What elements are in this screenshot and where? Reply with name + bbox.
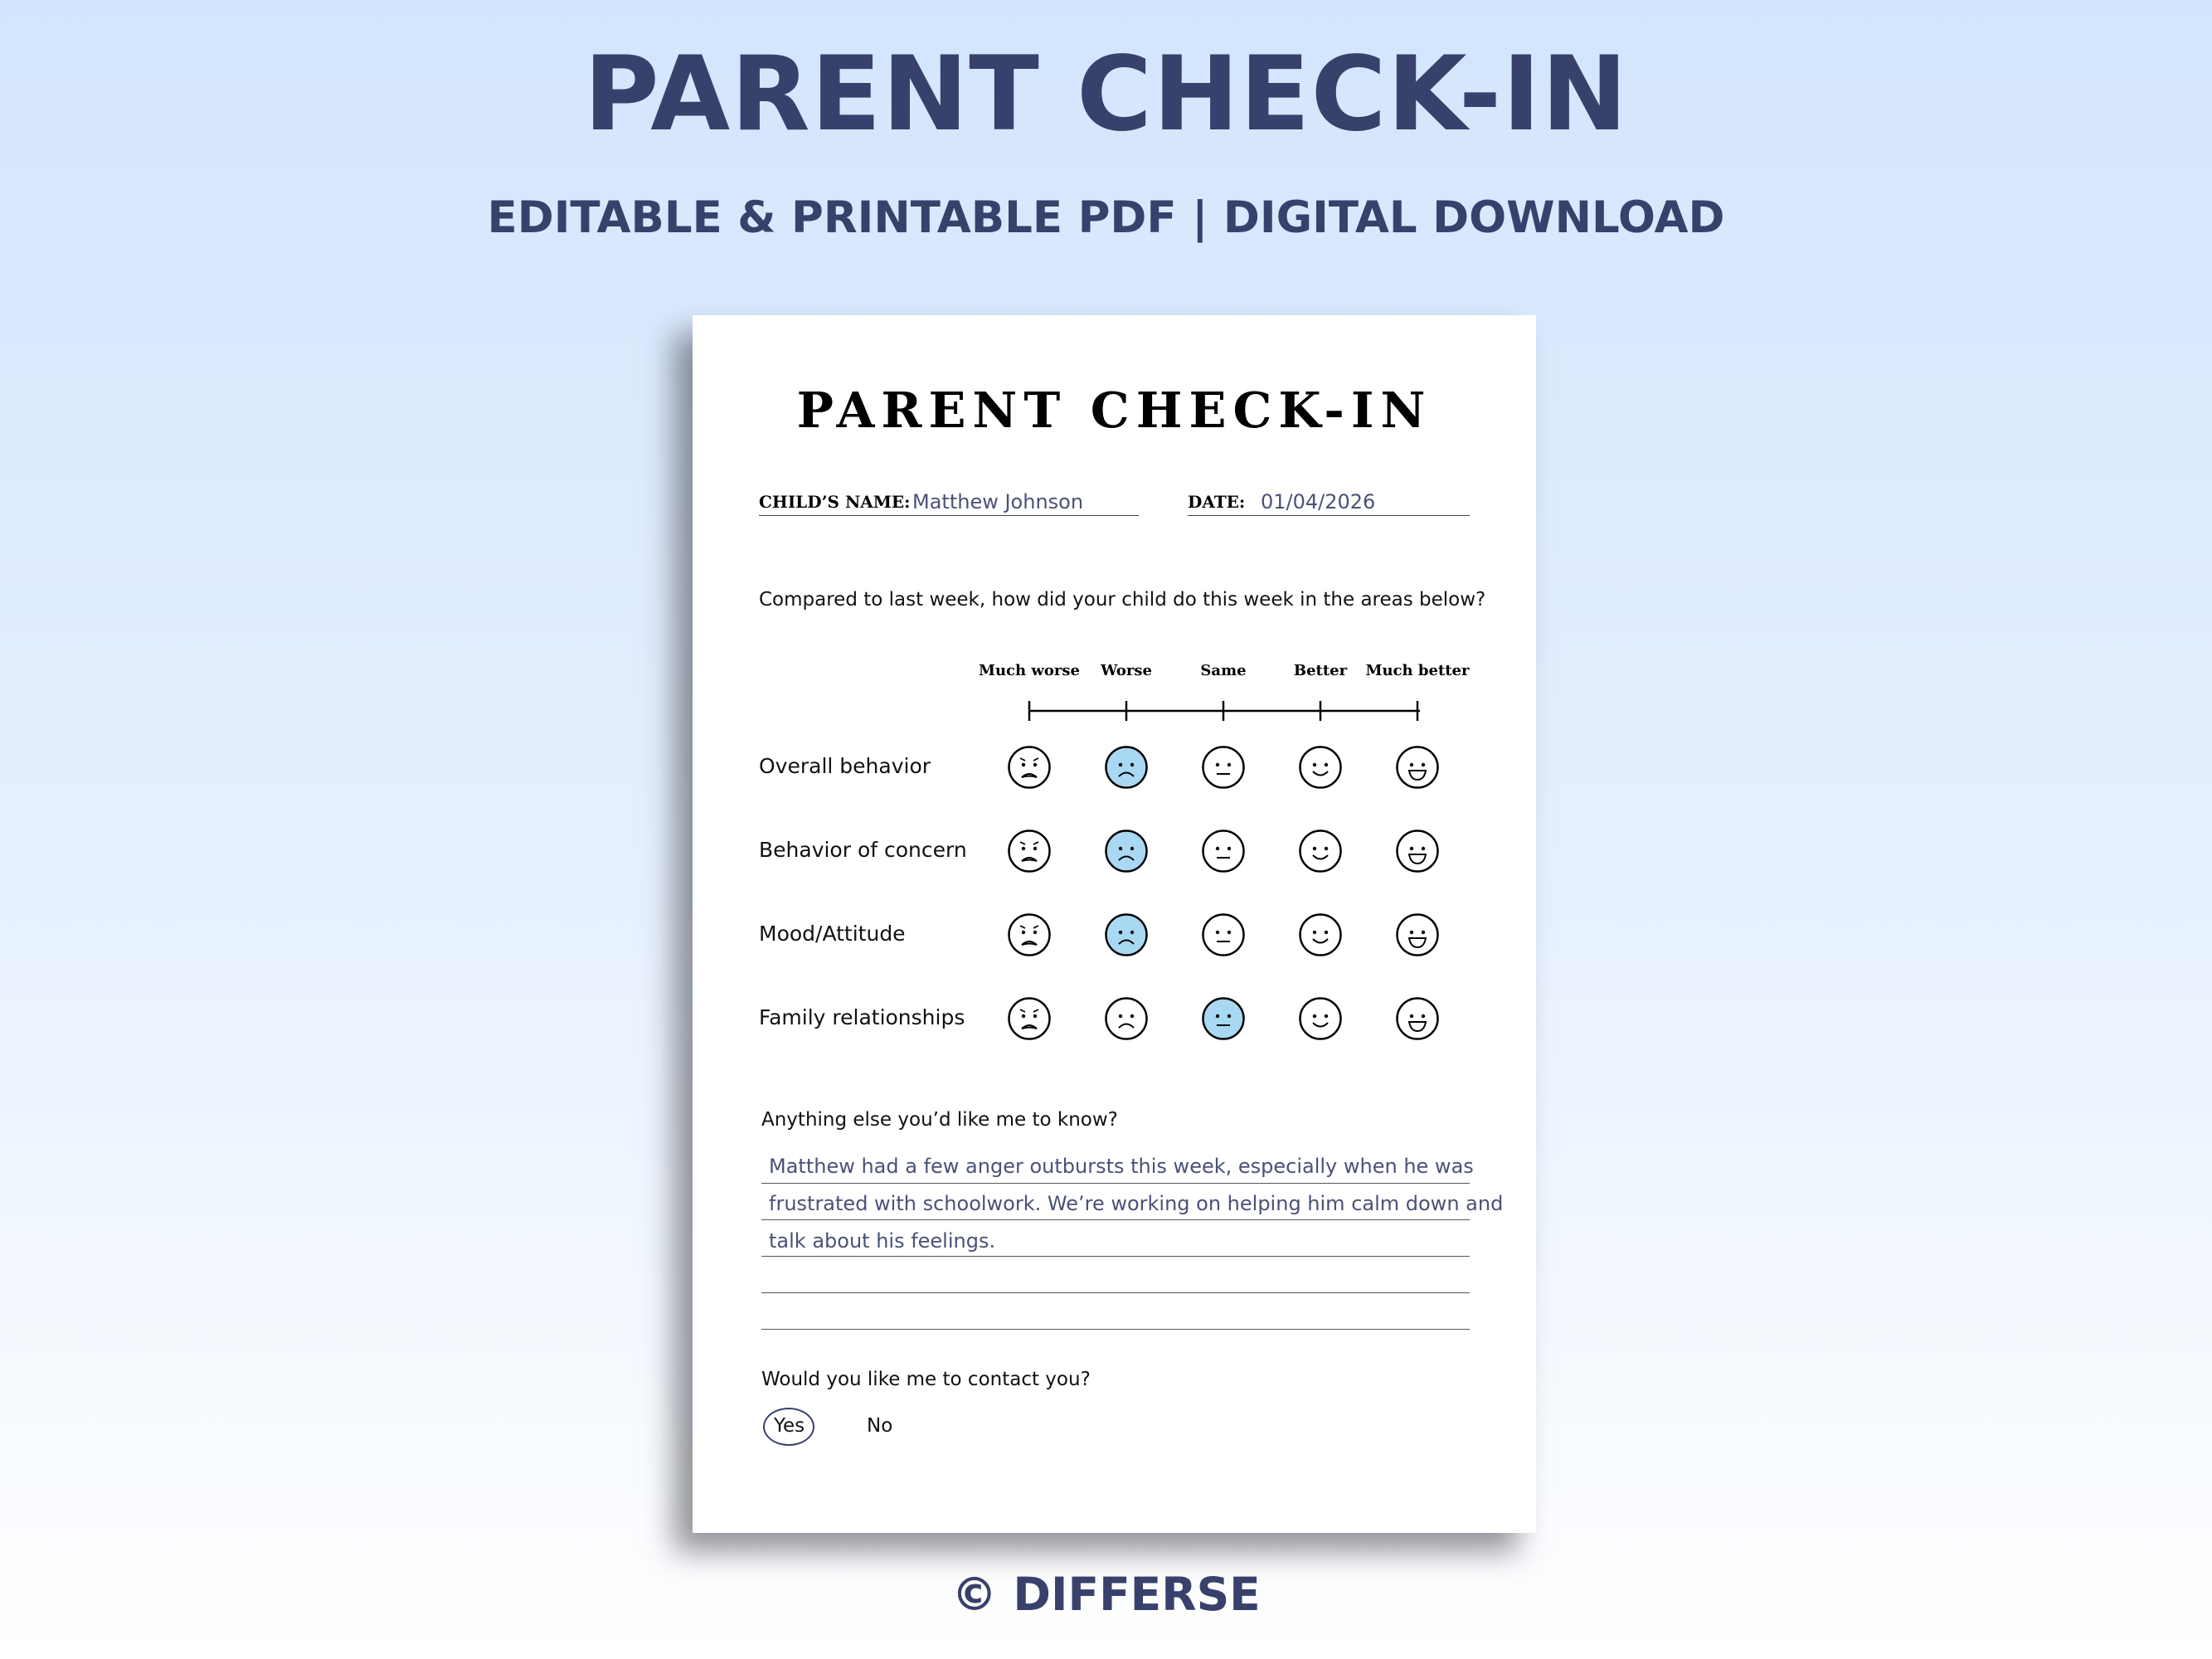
happy-face-icon[interactable] [1298,829,1343,873]
scale-label-much-worse: Much worse [979,662,1080,679]
very-sad-face-icon[interactable] [1007,912,1052,957]
happy-face-icon[interactable] [1298,745,1343,790]
date-underline [1188,515,1470,516]
sad-face-icon[interactable] [1104,829,1149,873]
notes-rule [761,1183,1470,1184]
contact-no-option[interactable]: No [867,1415,893,1437]
happy-face-icon[interactable] [1298,912,1343,957]
notes-rule [761,1292,1470,1293]
contact-yes-option[interactable]: Yes [774,1415,805,1437]
neutral-face-icon[interactable] [1201,912,1246,957]
notes-text-line[interactable]: talk about his feelings. [769,1229,996,1253]
row-label-behavior-of-concern: Behavior of concern [759,838,967,862]
child-name-value[interactable]: Matthew Johnson [912,490,1084,513]
very-happy-face-icon[interactable] [1395,996,1440,1041]
child-name-label: CHILD’S NAME: [759,492,911,512]
scale-label-same: Same [1200,662,1247,679]
very-sad-face-icon[interactable] [1007,829,1052,873]
very-happy-face-icon[interactable] [1395,745,1440,790]
notes-question: Anything else you’d like me to know? [761,1109,1118,1131]
notes-text-line[interactable]: Matthew had a few anger outbursts this week, especially when he was [769,1155,1474,1178]
neutral-face-icon[interactable] [1201,829,1246,873]
scale-label-better: Better [1293,662,1348,679]
very-happy-face-icon[interactable] [1395,829,1440,873]
row-label-family-relationships: Family relationships [759,1005,965,1029]
rating-scale-axis [1016,693,1439,726]
rating-question: Compared to last week, how did your child do this week in the areas below? [759,589,1486,611]
very-sad-face-icon[interactable] [1007,996,1052,1041]
scale-label-worse: Worse [1101,662,1152,679]
sad-face-icon[interactable] [1104,745,1149,790]
notes-text-line[interactable]: frustrated with schoolwork. We’re working on helping him calm down and [769,1192,1504,1215]
date-label: DATE: [1188,492,1246,512]
banner-title: PARENT CHECK-IN [583,35,1629,154]
notes-rule [761,1329,1470,1330]
worksheet-title: PARENT CHECK-IN [796,382,1432,439]
contact-question: Would you like me to contact you? [761,1369,1091,1390]
row-label-overall-behavior: Overall behavior [759,754,931,778]
notes-rule [761,1219,1470,1220]
date-value[interactable]: 01/04/2026 [1261,490,1376,513]
worksheet-page [693,315,1536,1533]
very-happy-face-icon[interactable] [1395,912,1440,957]
happy-face-icon[interactable] [1298,996,1343,1041]
row-label-mood-attitude: Mood/Attitude [759,922,906,946]
neutral-face-icon[interactable] [1201,996,1246,1041]
sad-face-icon[interactable] [1104,996,1149,1041]
neutral-face-icon[interactable] [1201,745,1246,790]
copyright-footer: © DIFFERSE [951,1568,1261,1621]
child-name-underline [759,515,1139,516]
scale-label-much-better: Much better [1365,662,1470,679]
sad-face-icon[interactable] [1104,912,1149,957]
very-sad-face-icon[interactable] [1007,745,1052,790]
notes-rule [761,1256,1470,1257]
banner-subtitle: EDITABLE & PRINTABLE PDF | DIGITAL DOWNLOAD [487,192,1725,243]
